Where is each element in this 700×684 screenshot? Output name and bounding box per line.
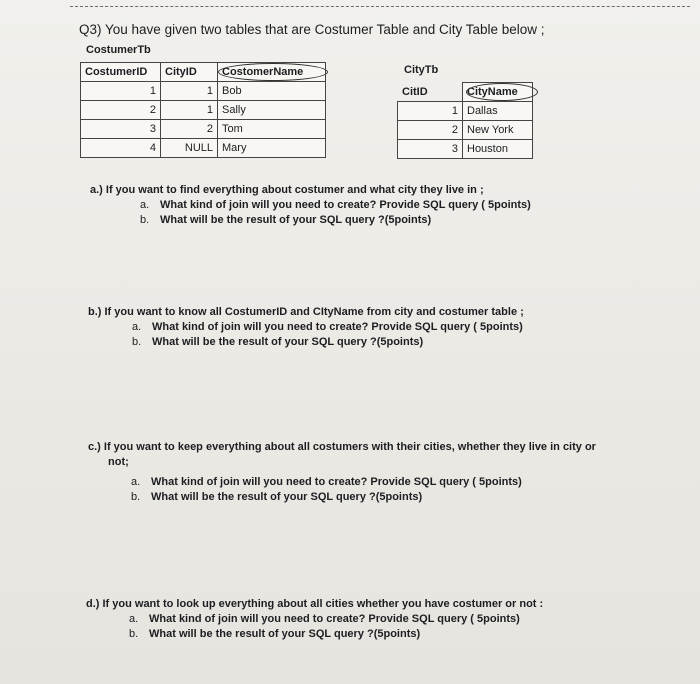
question-item xyxy=(131,491,596,503)
question-heading-continued: not; xyxy=(108,456,129,468)
hand-drawn-oval xyxy=(466,83,538,101)
table-cell: 1 xyxy=(81,82,161,101)
table-cell: Houston xyxy=(463,140,533,159)
table-row xyxy=(81,139,326,158)
item-letter: b. xyxy=(131,491,141,503)
item-letter: a. xyxy=(132,321,142,333)
question-heading: a.) If you want to find everything about costumer and what city they live in ; xyxy=(90,184,484,196)
item-text: What kind of join will you need to create? Provide SQL query ( 5points) xyxy=(151,476,522,488)
question-item xyxy=(131,476,596,488)
table-cell: 1 xyxy=(161,101,218,120)
column-header: CostomerName xyxy=(218,63,326,82)
question-item xyxy=(140,214,531,226)
item-text: What will be the result of your SQL query ?(5points) xyxy=(151,491,423,503)
table-row xyxy=(81,101,326,120)
item-letter: b. xyxy=(140,214,150,226)
city-table-caption: CityTb xyxy=(404,64,439,76)
item-text: What kind of join will you need to create? Provide SQL query ( 5points) xyxy=(149,613,520,625)
column-header: CityID xyxy=(161,63,218,82)
question-c xyxy=(88,441,596,503)
table-cell: Sally xyxy=(218,101,326,120)
table-row xyxy=(398,121,533,140)
question-heading: b.) If you want to know all CostumerID and CItyName from city and costumer table ; xyxy=(88,306,524,318)
table-cell: 2 xyxy=(398,121,463,140)
table-cell: 2 xyxy=(161,120,218,139)
item-text: What will be the result of your SQL query ?(5points) xyxy=(149,628,421,640)
question-item xyxy=(129,613,543,625)
table-cell: 1 xyxy=(398,102,463,121)
table-row xyxy=(398,102,533,121)
question-a xyxy=(90,184,531,226)
table-row xyxy=(81,82,326,101)
table-cell: Mary xyxy=(218,139,326,158)
top-dashed-rule xyxy=(70,6,690,7)
question-heading: c.) If you want to keep everything about all costumers with their cities, whether they live in city or xyxy=(88,441,596,453)
question-item xyxy=(129,628,543,640)
item-text: What kind of join will you need to create? Provide SQL query ( 5points) xyxy=(160,199,531,211)
table-row xyxy=(81,120,326,139)
question-d xyxy=(86,598,543,640)
question-b xyxy=(88,306,524,348)
table-cell: 4 xyxy=(81,139,161,158)
item-letter: b. xyxy=(129,628,139,640)
hand-drawn-oval xyxy=(218,63,328,81)
question-item xyxy=(140,199,531,211)
question-heading: d.) If you want to look up everything about all cities whether you have costumer or not : xyxy=(86,598,544,610)
table-cell: 3 xyxy=(398,140,463,159)
item-letter: a. xyxy=(140,199,150,211)
item-letter: a. xyxy=(129,613,139,625)
table-cell: 3 xyxy=(81,120,161,139)
customer-table-caption: CostumerTb xyxy=(86,44,151,56)
table-cell: Dallas xyxy=(463,102,533,121)
item-letter: a. xyxy=(131,476,141,488)
table-cell: Tom xyxy=(218,120,326,139)
item-text: What will be the result of your SQL query ?(5points) xyxy=(160,214,432,226)
table-cell: Bob xyxy=(218,82,326,101)
question-item xyxy=(132,321,524,333)
table-row xyxy=(398,140,533,159)
column-header: CostumerID xyxy=(81,63,161,82)
column-header: CitID xyxy=(398,83,463,102)
table-cell: 2 xyxy=(81,101,161,120)
table-cell: New York xyxy=(463,121,533,140)
item-text: What kind of join will you need to create? Provide SQL query ( 5points) xyxy=(152,321,523,333)
table-cell: 1 xyxy=(161,82,218,101)
table-cell: NULL xyxy=(161,139,218,158)
item-text: What will be the result of your SQL query ?(5points) xyxy=(152,336,424,348)
column-header: CityName xyxy=(463,83,533,102)
item-letter: b. xyxy=(132,336,142,348)
question-title: Q3) You have given two tables that are Costumer Table and City Table below ; xyxy=(79,22,545,37)
question-item xyxy=(132,336,524,348)
